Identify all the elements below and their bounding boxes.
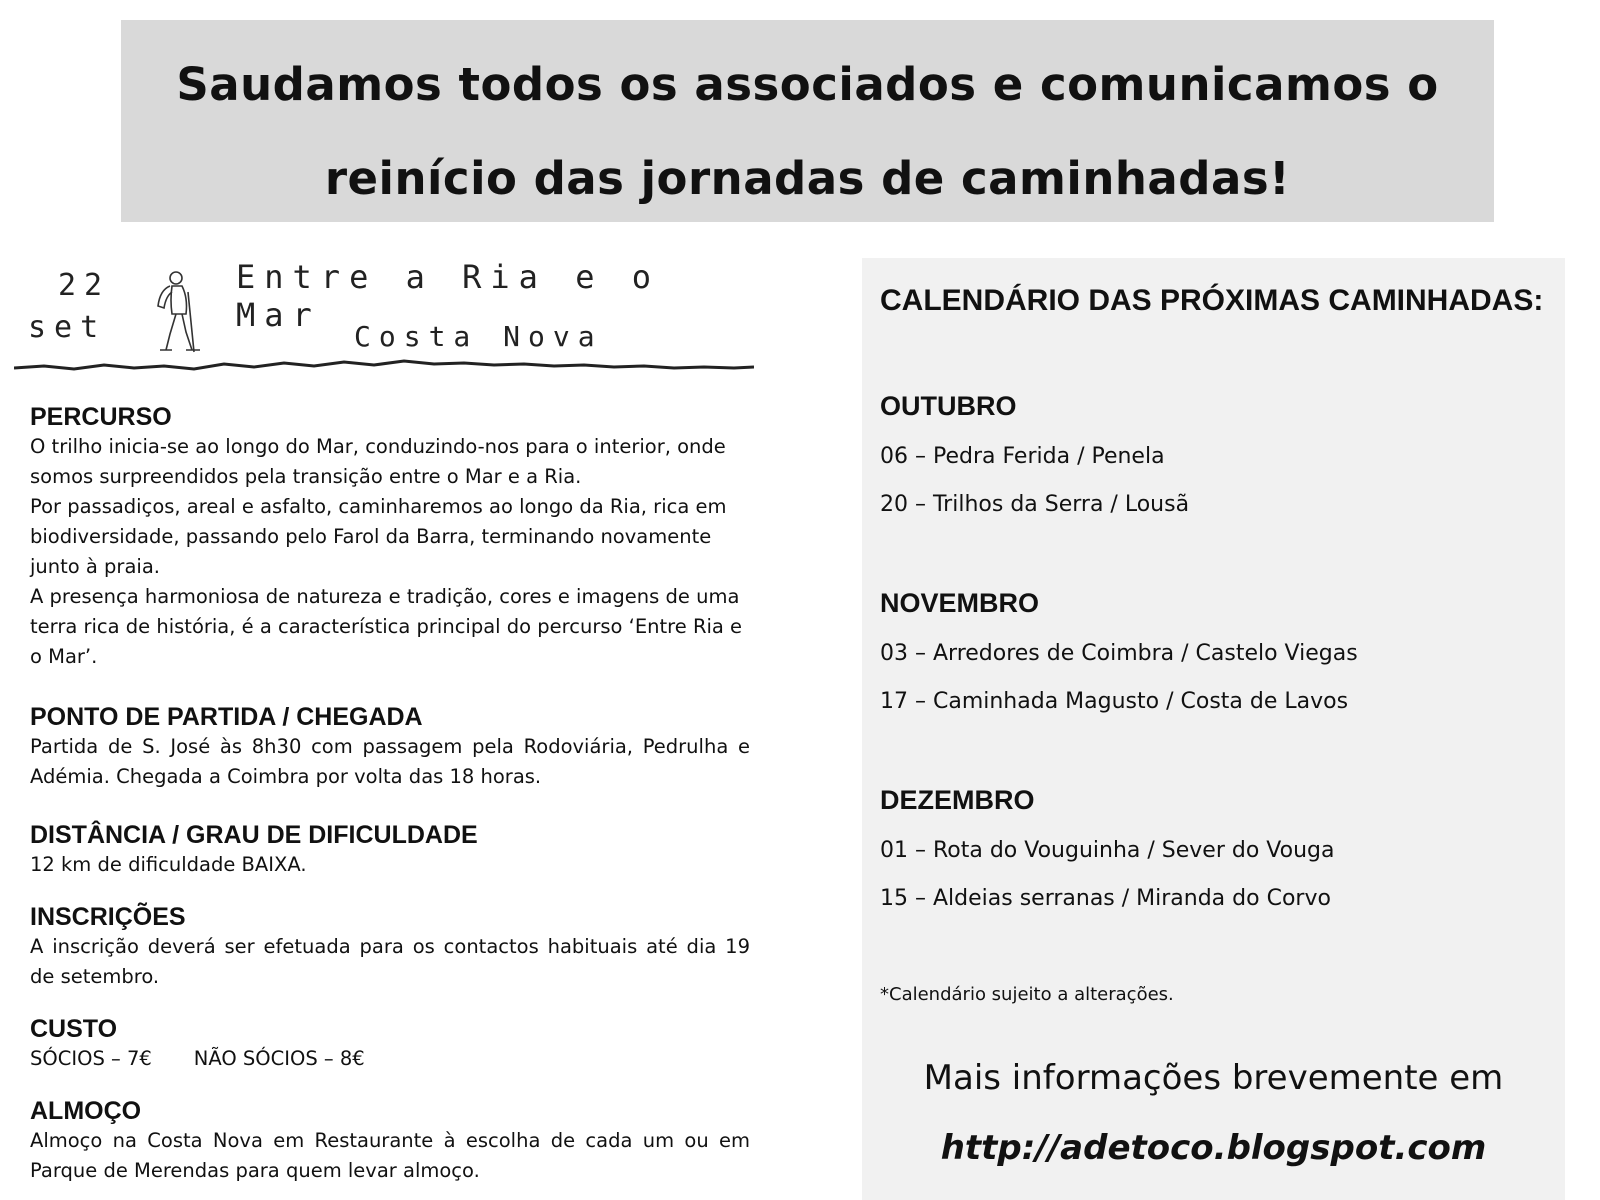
event-day: 22 xyxy=(58,268,111,303)
event-month: set xyxy=(28,310,107,345)
custo-nao-socios: NÃO SÓCIOS – 8€ xyxy=(193,1047,365,1070)
calendar-event: 03 – Arredores de Coimbra / Castelo Viegas xyxy=(880,641,1358,666)
inscricoes-title: INSCRIÇÕES xyxy=(30,903,186,931)
custo-row xyxy=(30,1044,750,1074)
custo-title: CUSTO xyxy=(30,1015,118,1043)
blog-url-link[interactable]: http://adetoco.blogspot.com xyxy=(940,1128,1487,1168)
month-outubro: OUTUBRO xyxy=(880,391,1017,421)
distancia-body: 12 km de dificuldade BAIXA. xyxy=(30,853,307,876)
section-distancia xyxy=(30,820,750,880)
inscricoes-body: A inscrição deverá ser efetuada para os contactos habituais até dia 19 de setembro. xyxy=(30,935,750,988)
more-info-text: Mais informações brevemente em xyxy=(923,1058,1504,1098)
ground-line xyxy=(14,356,754,376)
almoco-title: ALMOÇO xyxy=(30,1097,142,1125)
percurso-paragraph-1: O trilho inicia-se ao longo do Mar, conduzindo-nos para o interior, onde somos surpreendidos pela transição entre o Mar e a Ria. xyxy=(30,435,726,488)
partida-body: Partida de S. José às 8h30 com passagem pela Rodoviária, Pedrulha e Adémia. Chegada a Coimbra por volta das 18 horas. xyxy=(30,735,750,788)
percurso-paragraph-2: Por passadiços, areal e asfalto, caminharemos ao longo da Ria, rica em biodiversidade, passando pelo Farol da Barra, terminando novamente junto à praia. xyxy=(30,495,727,578)
event-title: Entre a Ria e o Mar xyxy=(236,258,660,334)
banner-line-2: reinício das jornadas de caminhadas! xyxy=(324,152,1291,205)
calendar-event: 15 – Aldeias serranas / Miranda do Corvo xyxy=(880,886,1331,911)
section-partida xyxy=(30,702,750,792)
event-header xyxy=(14,258,764,388)
calendar-panel xyxy=(862,258,1565,1200)
top-banner xyxy=(121,20,1494,222)
month-dezembro: DEZEMBRO xyxy=(880,785,1035,815)
calendar-title: CALENDÁRIO DAS PRÓXIMAS CAMINHADAS: xyxy=(880,284,1544,317)
calendar-note: *Calendário sujeito a alterações. xyxy=(880,984,1174,1005)
section-inscricoes xyxy=(30,902,750,992)
percurso-title: PERCURSO xyxy=(30,403,172,431)
banner-line-1: Saudamos todos os associados e comunicamos o xyxy=(176,58,1439,111)
distancia-title: DISTÂNCIA / GRAU DE DIFICULDADE xyxy=(30,821,478,849)
custo-socios: SÓCIOS – 7€ xyxy=(30,1047,152,1070)
calendar-event: 17 – Caminhada Magusto / Costa de Lavos xyxy=(880,689,1349,714)
event-details xyxy=(30,402,750,1186)
almoco-body: Almoço na Costa Nova em Restaurante à escolha de cada um ou em Parque de Merendas para quem levar almoço. xyxy=(30,1129,750,1182)
percurso-paragraph-3: A presença harmoniosa de natureza e tradição, cores e imagens de uma terra rica de história, é a característica principal do percurso ‘Entre Ria e o Mar’. xyxy=(30,585,743,668)
partida-title: PONTO DE PARTIDA / CHEGADA xyxy=(30,703,423,731)
section-percurso xyxy=(30,402,750,672)
event-place: Costa Nova xyxy=(354,320,603,353)
hiker-icon xyxy=(142,268,212,354)
section-custo xyxy=(30,1014,750,1074)
section-almoco xyxy=(30,1096,750,1186)
calendar-event: 06 – Pedra Ferida / Penela xyxy=(880,444,1165,469)
month-novembro: NOVEMBRO xyxy=(880,588,1040,618)
calendar-event: 01 – Rota do Vouguinha / Sever do Vouga xyxy=(880,838,1335,863)
calendar-event: 20 – Trilhos da Serra / Lousã xyxy=(880,492,1190,517)
